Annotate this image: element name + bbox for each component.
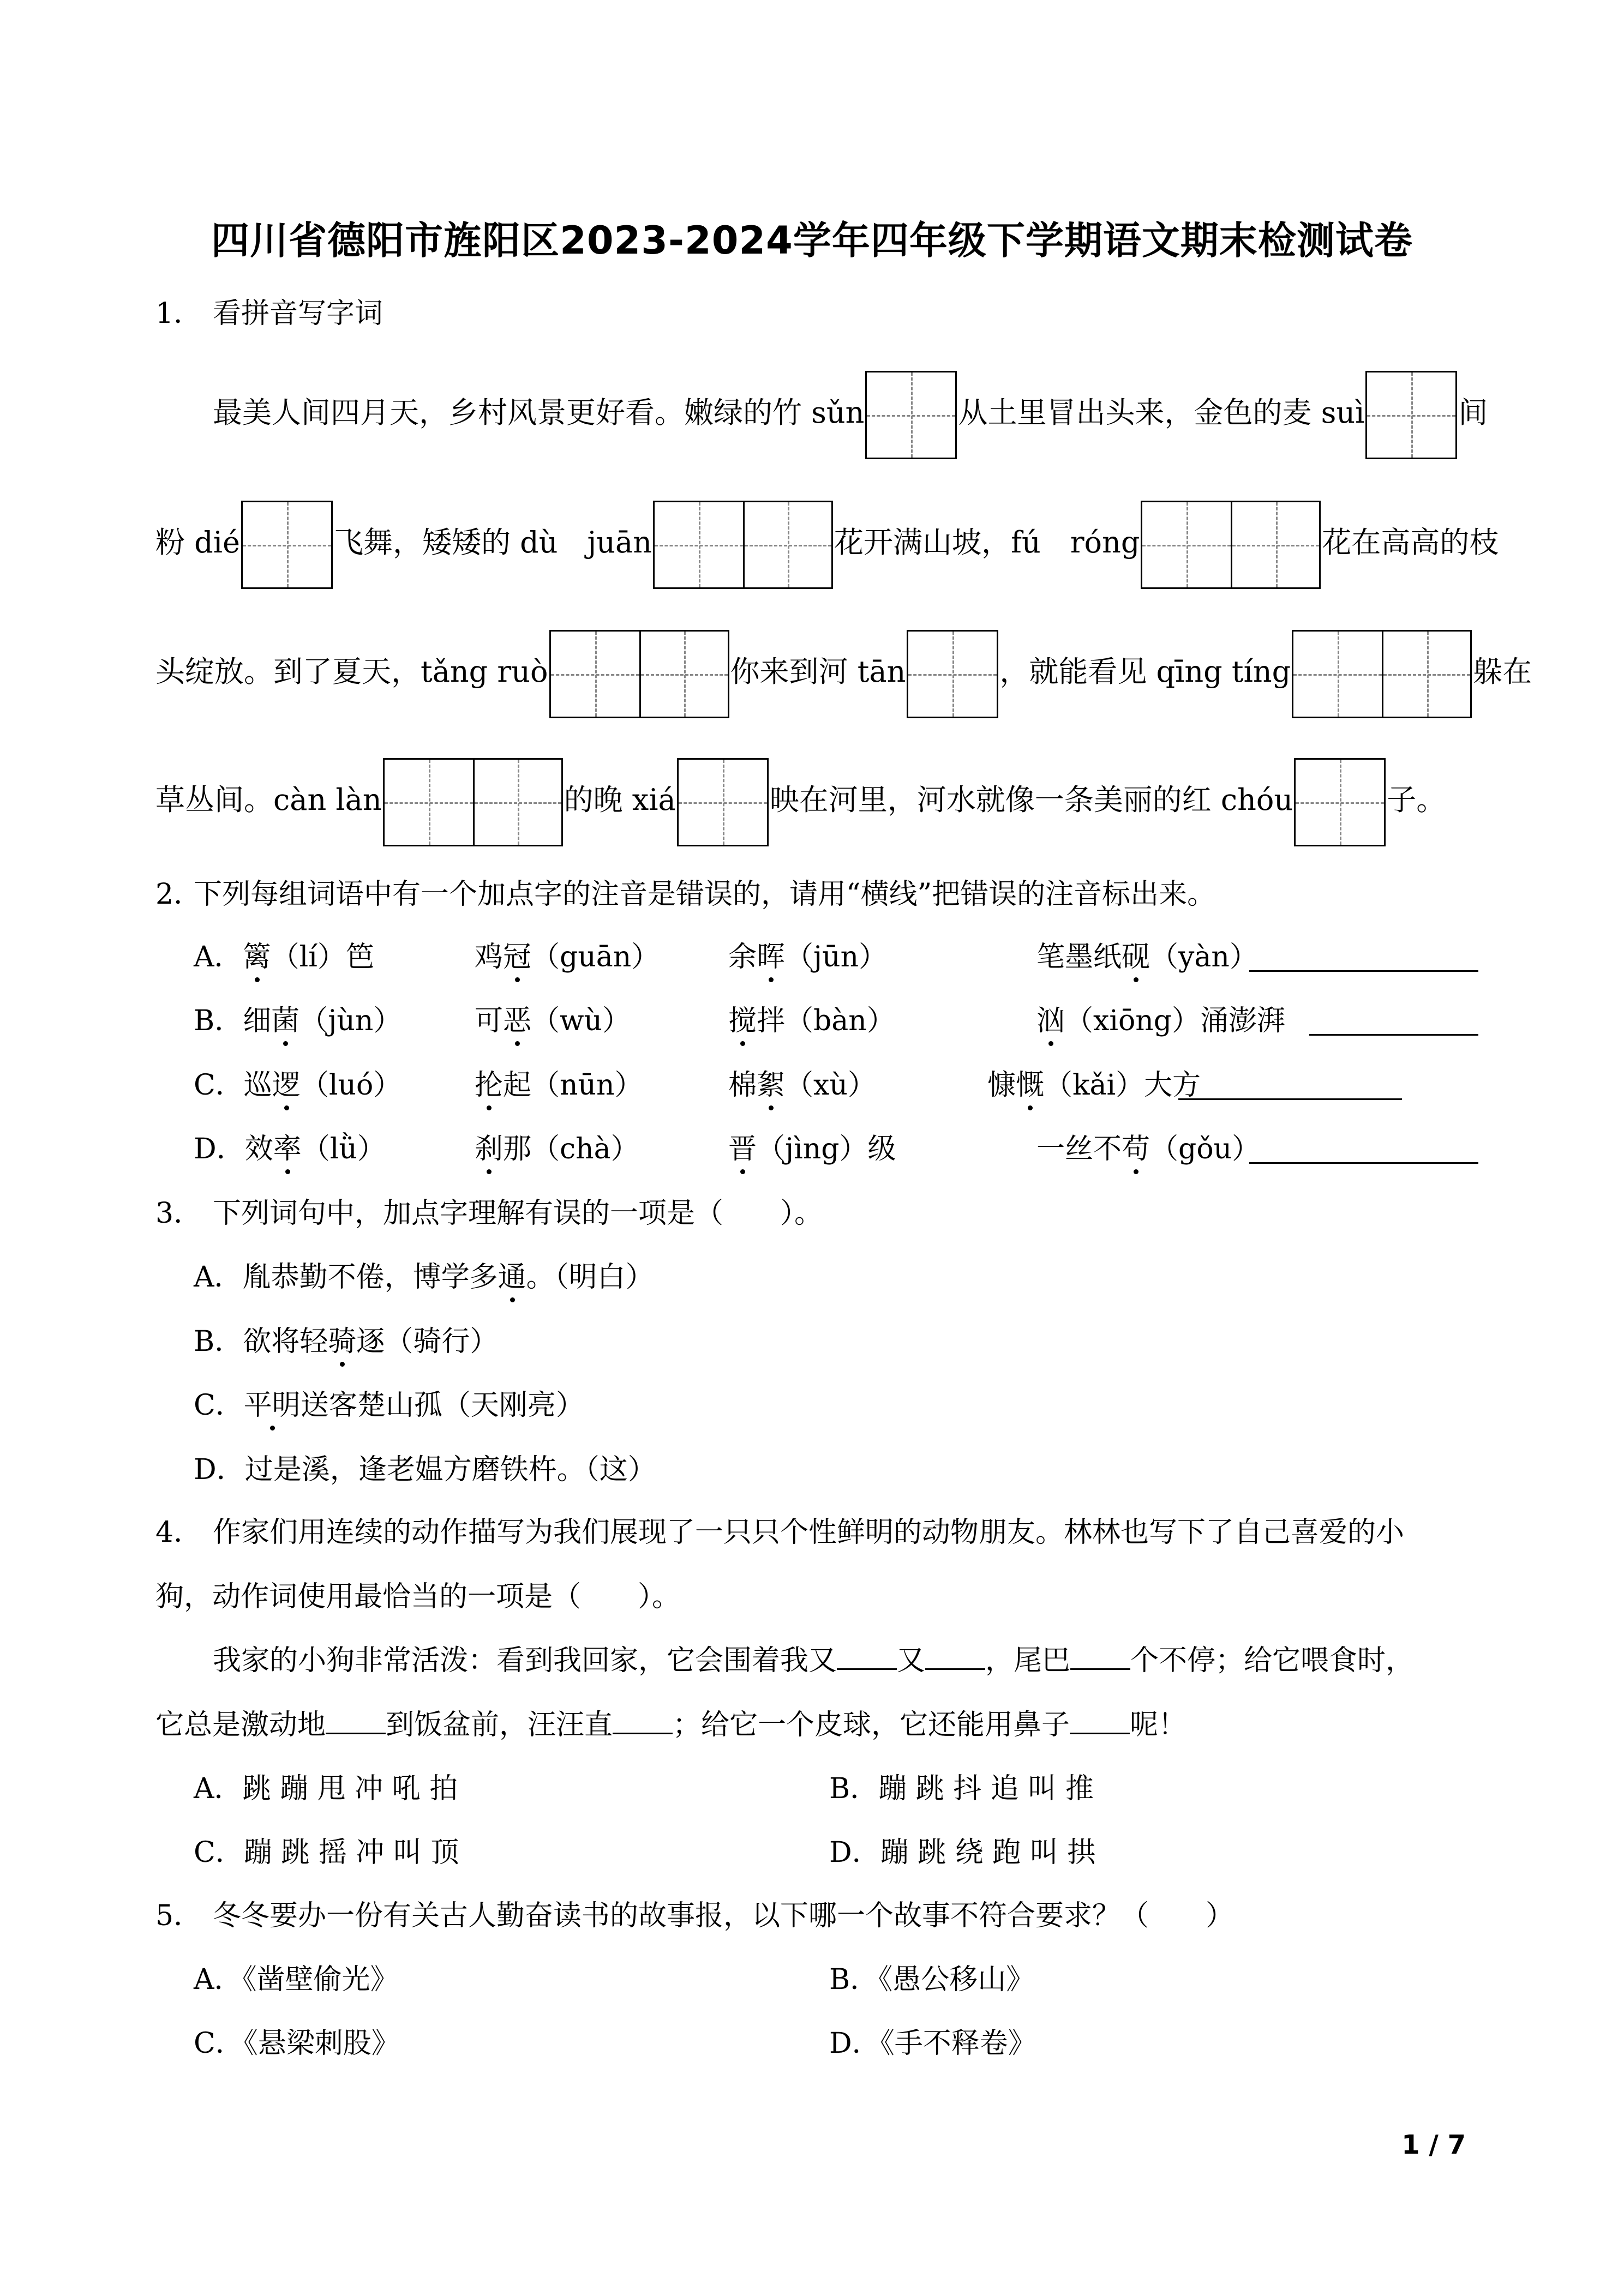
question-5-heading [155, 1900, 1234, 1932]
q1-line-4 [155, 758, 1446, 846]
text: ，就能看见 [999, 654, 1156, 689]
dotted-char: 菌 [271, 1005, 300, 1037]
dotted-char: 刹 [475, 1133, 504, 1165]
q4-passage-line-2 [155, 1709, 1186, 1741]
option-label: D． [194, 1133, 245, 1165]
pinyin-note: （xù） [785, 1069, 876, 1102]
option-label: C． [194, 1069, 244, 1102]
pinyin: chóu [1220, 783, 1293, 817]
question-prompt: 下列词句中，加点字理解有误的一项是（ ）。 [213, 1197, 823, 1230]
q4-option-c[interactable] [194, 1836, 459, 1869]
writing-grid[interactable] [865, 371, 957, 459]
text: 子。 [1387, 783, 1446, 817]
option-label: A． [194, 1772, 243, 1805]
text: 从土里冒出头来，金色的麦 [958, 395, 1321, 430]
writing-grid[interactable] [677, 758, 769, 846]
pinyin-note: 拌（bàn） [757, 1005, 895, 1037]
word-text: 一丝不 [1036, 1133, 1122, 1165]
q5-option-c[interactable] [194, 2027, 400, 2060]
dotted-char: 逻 [272, 1069, 301, 1102]
question-2-heading [155, 878, 1215, 911]
question-prompt: 看拼音写字词 [213, 297, 383, 330]
question-number: 3． [155, 1197, 202, 1230]
option-label: B． [829, 1772, 879, 1805]
text: 粉 [155, 525, 195, 560]
option-label: A． [194, 941, 243, 973]
pinyin: tān [857, 654, 906, 689]
word-text: 巡 [243, 1069, 272, 1102]
question-prompt: 作家们用连续的动作描写为我们展现了一只只个性鲜明的动物朋友。林林也写下了自己喜爱的小 [213, 1516, 1405, 1549]
pinyin-note: （luó） [300, 1069, 402, 1102]
dotted-char: 晖 [757, 941, 786, 973]
dotted-char: 冠 [503, 941, 532, 973]
pinyin: xiá [632, 783, 676, 817]
question-number: 4． [155, 1516, 202, 1549]
pinyin-note: （guān） [531, 941, 660, 973]
answer-blank[interactable] [1249, 970, 1478, 972]
text: 花开满山坡， [834, 525, 1011, 560]
option-text: 蹦 跳 抖 追 叫 推 [878, 1772, 1094, 1805]
option-text: 送客楚山孤（天刚亮） [300, 1389, 584, 1422]
pinyin-note: （jùn） [299, 1005, 402, 1037]
dotted-char: 砚 [1122, 941, 1150, 973]
q1-line-3 [155, 630, 1532, 718]
option-text: 逐（骑行） [356, 1325, 499, 1358]
q4-passage-line-1 [213, 1644, 1414, 1677]
question-1-heading [155, 297, 383, 330]
pinyin-note: （yàn） [1150, 941, 1258, 973]
writing-grid[interactable] [653, 501, 833, 589]
dotted-char: 抡 [475, 1069, 504, 1102]
writing-grid[interactable] [1294, 758, 1386, 846]
q5-option-b[interactable] [829, 1963, 1034, 1996]
q3-option-b[interactable] [194, 1325, 498, 1358]
text: 我家的小狗非常活泼：看到我回家，它会围着我又 [213, 1644, 837, 1677]
writing-grid[interactable] [1141, 501, 1321, 589]
text: 映在河里，河水就像一条美丽的红 [769, 783, 1221, 817]
option-text: 《手不释卷》 [880, 2027, 1036, 2060]
answer-blank[interactable] [925, 1668, 985, 1670]
text: 到饭盆前，汪汪直 [386, 1709, 613, 1741]
option-label: C． [194, 2027, 244, 2060]
option-text: 欲将轻 [243, 1325, 328, 1358]
word-text: 效 [244, 1133, 273, 1165]
dotted-char: 恶 [503, 1005, 532, 1037]
option-text: 。（明白） [526, 1261, 654, 1294]
dotted-char: 率 [273, 1133, 302, 1165]
option-label: C． [194, 1836, 244, 1869]
pinyin: qīng tíng [1156, 654, 1291, 689]
word-text: 慷 [987, 1069, 1016, 1102]
page-number: 1 / 7 [1401, 2130, 1466, 2160]
dotted-char: 絮 [757, 1069, 786, 1102]
answer-blank[interactable] [613, 1733, 673, 1734]
question-prompt: 冬冬要办一份有关古人勤奋读书的故事报，以下哪一个故事不符合要求？（ ） [213, 1900, 1235, 1932]
option-label: D． [829, 1836, 880, 1869]
dotted-char: 通 [498, 1261, 526, 1294]
dotted-char: 篱 [242, 941, 271, 973]
writing-grid[interactable] [1292, 630, 1472, 718]
word-text: 棉 [728, 1069, 757, 1102]
question-number: 1． [155, 297, 202, 330]
text: 花在高高的枝 [1322, 525, 1499, 560]
pinyin-note: （gǒu） [1150, 1133, 1261, 1165]
pinyin: dù juān [520, 525, 652, 560]
option-text: 《凿壁偷光》 [242, 1963, 399, 1996]
word-text: 笔墨纸 [1036, 941, 1122, 973]
q1-line-2 [155, 501, 1499, 589]
writing-grid[interactable] [241, 501, 333, 589]
option-text: 《愚公移山》 [878, 1963, 1035, 1996]
text: 又 [897, 1644, 926, 1677]
option-text: 胤恭勤不倦，博学多 [242, 1261, 498, 1294]
option-label: A． [194, 1963, 243, 1996]
q3-option-a[interactable] [194, 1261, 654, 1294]
pinyin-note: 那（chà） [503, 1133, 639, 1165]
text: 的晚 [564, 783, 632, 817]
answer-blank[interactable] [1070, 1668, 1130, 1670]
option-label: B． [194, 1005, 243, 1037]
text: ，尾巴 [985, 1644, 1071, 1677]
dotted-char: 平明 [243, 1389, 301, 1422]
question-4-heading [155, 1516, 1404, 1549]
writing-grid[interactable] [907, 630, 998, 718]
word-text: 细 [243, 1005, 272, 1037]
pinyin-note: （jūn） [785, 941, 888, 973]
pinyin-note: （kǎi）大方 [1044, 1069, 1201, 1102]
pinyin: suì [1321, 395, 1365, 430]
writing-grid[interactable] [383, 758, 563, 846]
question-prompt: 下列每组词语中有一个加点字的注音是错误的，请用“横线”把错误的注音标出来。 [194, 878, 1216, 911]
text: 呢！ [1130, 1709, 1187, 1741]
option-text: 过是溪，逢老媪方磨铁杵。（这） [244, 1453, 656, 1486]
option-label: B． [829, 1963, 879, 1996]
pinyin-note: 起（nūn） [503, 1069, 643, 1102]
word-text: 可 [475, 1005, 504, 1037]
pinyin: tǎng ruò [421, 654, 548, 689]
dotted-char: 慨 [1016, 1069, 1045, 1102]
writing-grid[interactable] [549, 630, 729, 718]
q4-option-a[interactable] [194, 1772, 458, 1805]
option-text: 《悬梁刺股》 [243, 2027, 400, 2060]
answer-blank[interactable] [1309, 1034, 1478, 1036]
text: 草丛间。 [155, 783, 273, 817]
dotted-char: 汹 [1036, 1005, 1065, 1037]
text: 头绽放。到了夏天， [155, 654, 421, 689]
pinyin-note: （wù） [531, 1005, 631, 1037]
text: 间 [1458, 395, 1488, 430]
pinyin-note: （jìng）级 [757, 1133, 896, 1165]
dotted-char: 搅 [728, 1005, 757, 1037]
answer-blank[interactable] [326, 1733, 386, 1734]
answer-blank[interactable] [837, 1668, 897, 1670]
q3-option-d[interactable] [194, 1453, 656, 1486]
text: 躲在 [1473, 654, 1532, 689]
pinyin: càn làn [273, 783, 382, 817]
pinyin: fú róng [1010, 525, 1140, 560]
pinyin-note: （xiōng）涌澎湃 [1065, 1005, 1286, 1037]
q1-line-1 [213, 371, 1488, 459]
question-number: 5． [155, 1900, 202, 1932]
option-text: 跳 蹦 甩 冲 吼 拍 [242, 1772, 458, 1805]
text: 飞舞，矮矮的 [333, 525, 520, 560]
dotted-char: 骑 [328, 1325, 357, 1358]
text: 你来到河 [730, 654, 858, 689]
question-4-prompt-cont: 狗，动作词使用最恰当的一项是（ ）。 [155, 1580, 681, 1613]
option-label: C． [194, 1389, 244, 1422]
q5-option-d[interactable] [829, 2027, 1036, 2060]
option-label: D． [194, 1453, 245, 1486]
word-text: 余 [728, 941, 757, 973]
option-label: B． [194, 1325, 243, 1358]
pinyin-note: （lí）笆 [271, 941, 374, 973]
word-text: 鸡 [475, 941, 504, 973]
dotted-char: 晋 [728, 1133, 757, 1165]
pinyin-note: （lǜ） [301, 1133, 386, 1165]
q5-option-a[interactable] [194, 1963, 399, 1996]
text: 个不停；给它喂食时， [1130, 1644, 1415, 1677]
q3-option-c[interactable] [194, 1389, 584, 1422]
pinyin: dié [194, 525, 240, 560]
text: 它总是激动地 [155, 1709, 326, 1741]
q4-option-d[interactable] [829, 1836, 1095, 1869]
answer-blank[interactable] [1070, 1733, 1130, 1734]
question-number: 2． [155, 878, 202, 911]
text: 最美人间四月天，乡村风景更好看。嫩绿的竹 [213, 395, 812, 430]
question-3-heading [155, 1197, 823, 1230]
option-text: 蹦 跳 摇 冲 叫 顶 [243, 1836, 459, 1869]
option-text: 蹦 跳 绕 跑 叫 拱 [880, 1836, 1096, 1869]
exam-title: 四川省德阳市旌阳区2023-2024学年四年级下学期语文期末检测试卷 [211, 218, 1413, 263]
q4-option-b[interactable] [829, 1772, 1094, 1805]
option-label: A． [194, 1261, 243, 1294]
answer-blank[interactable] [1178, 1098, 1402, 1100]
text: ；给它一个皮球，它还能用鼻子 [673, 1709, 1070, 1741]
writing-grid[interactable] [1365, 371, 1457, 459]
pinyin: sǔn [811, 395, 865, 430]
dotted-char: 苟 [1122, 1133, 1150, 1165]
answer-blank[interactable] [1249, 1162, 1478, 1164]
option-label: D． [829, 2027, 880, 2060]
